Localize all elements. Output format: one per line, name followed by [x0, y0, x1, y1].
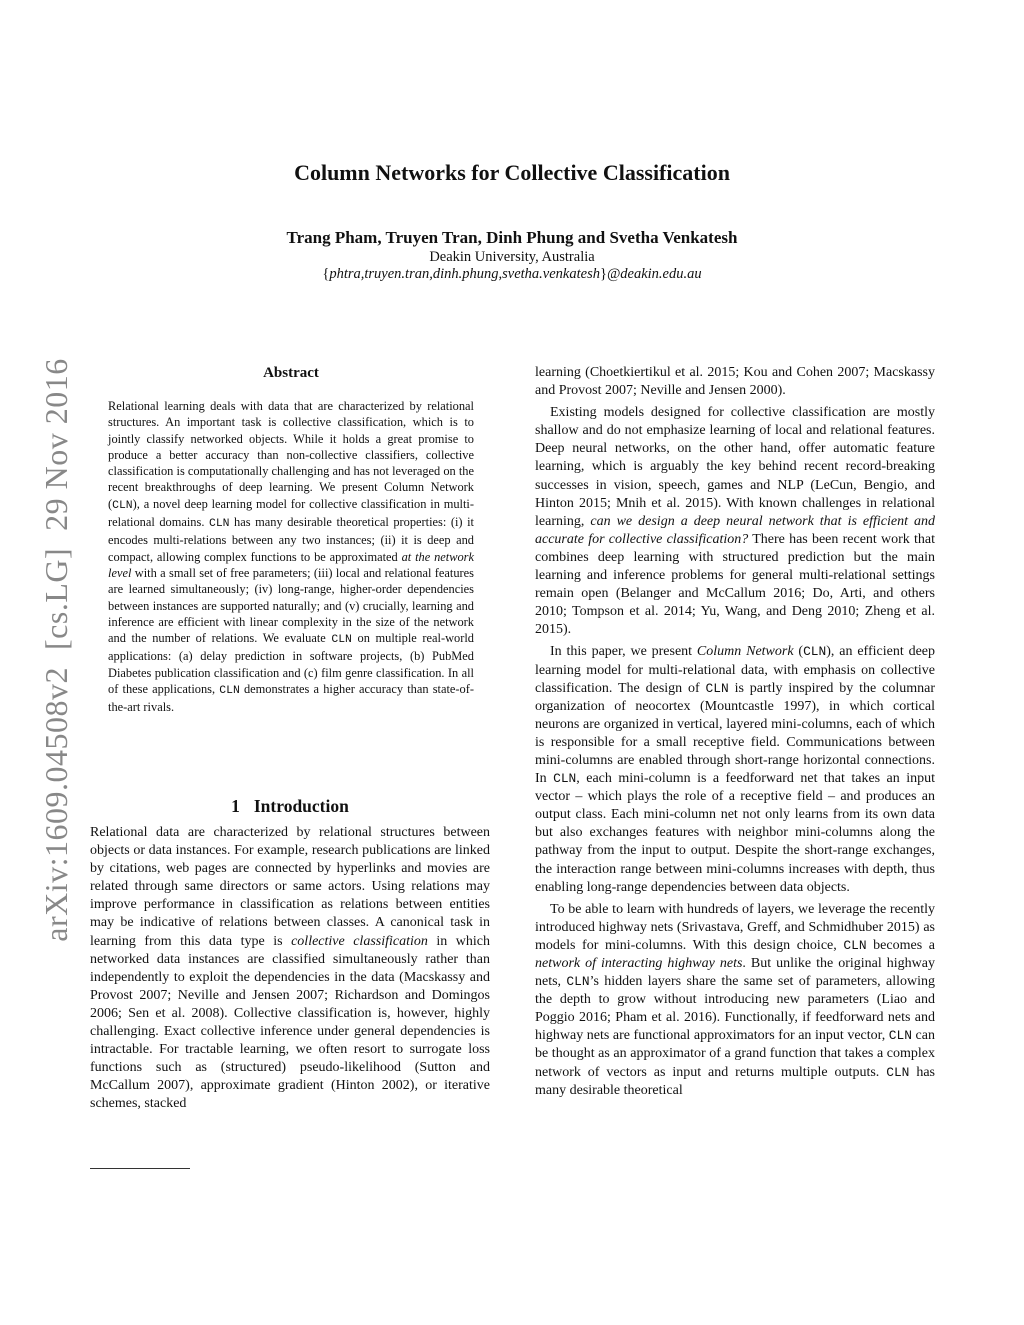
arxiv-stamp — [18, 0, 74, 1325]
emphasis: can we design a deep neural network that is efficient and accurate for collective classification? — [535, 513, 935, 547]
cln-term: CLN — [888, 1028, 912, 1044]
cln-term: CLN — [208, 518, 230, 531]
paragraph: To be able to learn with hundreds of layers, we leverage the recently introduced highway nets (Srivastava, Greff, and Schmidhuber 2015) as models for mini-columns. With this design choice, CLN becomes a network of interacting highway nets. But unlike the original highway nets, CLN’s hidden layers share the same set of parameters, allowing the depth to grow without introducing new parameters (Liao and Poggio 2016; Pham et al. 2016). Functionally, if feedforward nets and highway nets are functional approximators for an input vector, CLN can be thought as an approximator of a grand function that takes a complex network of vectors as input and returns multiple outputs. CLN has many desirable theoretical — [535, 901, 935, 1098]
abstract-heading: Abstract — [263, 365, 319, 381]
arxiv-id[interactable]: arXiv:1609.04508v2 — [38, 666, 74, 942]
cln-term: CLN — [843, 937, 867, 953]
paper-title: Column Networks for Collective Classification — [294, 160, 730, 185]
arxiv-stamp-text — [38, 358, 75, 941]
paragraph: In this paper, we present Column Network (CLN), an efficient deep learning model for multi-relational data, with emphasis on collective classification. The design of CLN is partly inspired by the columnar organization of neocortex (Mountcastle 1997), in which cortical neurons are organized in vertical, layered mini-columns, each of which is responsible for a small receptive field. Communications between mini-columns are enabled through short-range horizontal connections. In CLN, each mini-column is a feedforward net that takes an input vector – which plays the role of a receptive field – and produces an output class. Each mini-column net not only learns from its own data but also exchanges features with neighbor mini-columns along the pathway from the input to output. Despite the short-range exchanges, the interaction range between mini-columns increases with depth, thus enabling long-range dependencies between data objects. — [535, 644, 936, 895]
paper-affiliation: Deakin University, Australia — [429, 249, 595, 265]
cln-term: CLN — [331, 634, 352, 647]
arxiv-category: [cs.LG] — [38, 547, 74, 650]
paper-email — [0, 266, 1024, 283]
section-title: Introduction — [253, 796, 349, 816]
email-brace-open: { — [322, 266, 330, 282]
paragraph: Existing models designed for collective classification are mostly shallow and do not emphasize learning of local and relational features. Deep neural networks, on the other hand, offer automatic feature learning, which is arguably the key behind recent record-breaking successes in vision, speech, games and NLP (LeCun, Bengio, and Hinton 2015; Mnih et al. 2015). With known challenges in relational learning, can we design a deep neural network that is efficient and accurate for collective classification? There has been recent work that combines deep learning with structured prediction but the main learning and inference problems for general multi-relational settings remain open (Belanger and McCallum 2016; Do, Arti, and others 2010; Tompson et al. 2014; Yu, Wang, and Deng 2010; Zheng et al. 2015). — [535, 405, 936, 638]
introduction-paragraph: Relational data are characterized by relational structures between objects or data instances. For example, research publications are linked by citations, web pages are connected by hyperlinks and movies are related through same directors or same actors. Using relations may improve performance in classification as relations between entities may be indicative of relations between classes. A canonical task in learning from this data type is collective classification in which networked data instances are classified simultaneously rather than independently to exploit the dependencies in the data (Macskassy and Provost 2007; Neville and Jensen 2007; Richardson and Domingos 2006; Sen et al. 2008). Collective classification is, however, highly challenging. Exact collective inference under general dependencies is intractable. For tractable learning, we often resort to surrogate loss functions such as (structured) pseudo-likelihood (Sutton and McCallum 2007), approximate gradient (Hinton 2002), or iterative schemes, stacked — [90, 825, 490, 1112]
paper-authors: Trang Pham, Truyen Tran, Dinh Phung and Svetha Venkatesh — [286, 228, 738, 247]
emphasis: collective classification — [291, 933, 428, 949]
cln-term: CLN — [553, 771, 577, 787]
paragraph: learning (Choetkiertikul et al. 2015; Kou and Cohen 2007; Macskassy and Provost 2007; Neville and Jensen 2000). — [535, 365, 935, 399]
abstract-body: Relational learning deals with data that are characterized by relational structures. An important task is collective classification, which is to jointly classify networked objects. While it holds a great promise to produce a better accuracy than non-collective classifiers, collective classification is computationally challenging and has not leveraged on the recent breakthroughs of deep learning. We present Column Network (CLN), a novel deep learning model for collective classification in multi-relational domains. CLN has many desirable theoretical properties: (i) it encodes multi-relations between any two instances; (ii) it is deep and compact, allowing complex functions to be approximated at the network level with a small set of free parameters; (iii) local and relational features are learned simultaneously; (iv) long-range, higher-order dependencies between instances are supported naturally; and (v) crucially, learning and inference are efficient with linear complexity in the size of the network and the number of relations. We evaluate CLN on multiple real-world applications: (a) delay prediction in software projects, (b) PubMed Diabetes publication classification and (c) film genre classification. In all of these applications, CLN demonstrates a higher accuracy than state-of-the-art rivals. — [108, 399, 474, 715]
cln-term: CLN — [886, 1064, 910, 1080]
emphasis: Column Network — [696, 644, 794, 660]
section-heading-introduction — [90, 796, 490, 817]
cln-term: CLN — [219, 685, 240, 698]
email-brace-close: } — [599, 266, 607, 282]
cln-term: CLN — [705, 680, 729, 696]
emphasis: at the network level — [108, 549, 474, 580]
footnote-rule — [90, 1168, 190, 1169]
cln-term: CLN — [803, 644, 827, 660]
right-column — [535, 364, 935, 1104]
section-number: 1 — [231, 796, 240, 816]
email-domain: @deakin.edu.au — [606, 266, 702, 282]
cln-term: CLN — [112, 499, 133, 512]
emphasis: network of interacting highway nets — [535, 956, 743, 971]
email-names: phtra,truyen.tran,dinh.phung,svetha.venkatesh — [329, 266, 600, 282]
cln-term: CLN — [566, 974, 590, 990]
arxiv-date: 29 Nov 2016 — [38, 358, 74, 531]
